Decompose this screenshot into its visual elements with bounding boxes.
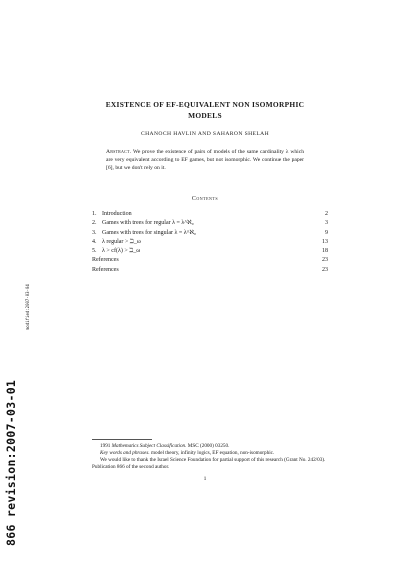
table-of-contents: [92, 210, 328, 275]
toc-entry-page: 23: [322, 257, 328, 264]
abstract-label: Abstract.: [106, 149, 132, 155]
page-number: 1: [203, 476, 207, 482]
msc-text: MSC (2000) 03250.: [187, 443, 230, 449]
toc-entry-title: References: [92, 257, 119, 264]
toc-entry-page: 9: [325, 229, 328, 236]
toc-entry-number: 1.: [92, 211, 97, 217]
footnote-rule: [92, 439, 152, 440]
toc-entry-page: 13: [322, 238, 328, 245]
title-line-2: MODELS: [188, 111, 222, 120]
toc-entry-number: 4.: [92, 238, 97, 245]
toc-entry-title: Games with trees for singular λ = λ^ℵ₀: [102, 229, 197, 236]
toc-entry[interactable]: [92, 229, 328, 238]
abstract-text: We prove the existence of pairs of models of the same cardinality λ which are very equivalent according to EF games, but not isomorphic. We continue the paper [6], but we don't rely on it.: [106, 149, 304, 171]
title-line-1: EXISTENCE OF EF-EQUIVALENT NON ISOMORPHIC: [105, 100, 305, 109]
abstract: [106, 148, 304, 172]
toc-entry[interactable]: [92, 247, 328, 256]
msc-prefix: 1991: [100, 443, 111, 449]
footnotes: [92, 443, 330, 471]
authors: CHANOCH HAVLIN AND SAHARON SHELAH: [140, 131, 270, 137]
paper-title: [80, 99, 330, 121]
revision-stamp: 866 revision:2007-03-01: [4, 379, 18, 546]
toc-entry-page: 3: [325, 220, 328, 227]
toc-entry-page: 2: [325, 211, 328, 217]
msc-label: Mathematics Subject Classification.: [111, 443, 187, 449]
toc-entry-number: 3.: [92, 229, 97, 236]
toc-entry-page: 18: [322, 248, 328, 255]
toc-entry[interactable]: [92, 219, 328, 228]
toc-entry-title: Games with trees for regular λ = λ^ℵ₀: [102, 220, 194, 227]
modified-date-stamp: modified:2007-03-04: [25, 284, 30, 330]
toc-entry[interactable]: [92, 256, 328, 265]
toc-entry-title: λ > cf(λ) > ℶ_ω: [102, 248, 141, 255]
keywords-text: model theory, infinity logics, EF equation, non-isomorphic.: [150, 450, 275, 456]
toc-entry-title: Introduction: [102, 211, 132, 217]
toc-entry[interactable]: [92, 266, 328, 275]
thanks-footnote: We would like to thank the Israel Science Foundation for partial support of this research (Grant No. 242/03). Publication 866 of the second author.: [92, 457, 326, 470]
keywords-footnote: [92, 450, 330, 457]
msc-footnote: [92, 443, 330, 450]
toc-entry-title: λ regular > ℶ_ω: [102, 238, 141, 245]
toc-entry-title: References: [92, 266, 119, 273]
toc-entry[interactable]: [92, 238, 328, 247]
contents-heading: Contents: [191, 196, 219, 202]
toc-entry[interactable]: [92, 210, 328, 219]
keywords-label: Key words and phrases.: [100, 450, 150, 456]
toc-entry-number: 5.: [92, 248, 97, 255]
toc-entry-page: 23: [322, 266, 328, 273]
toc-entry-number: 2.: [92, 220, 97, 227]
